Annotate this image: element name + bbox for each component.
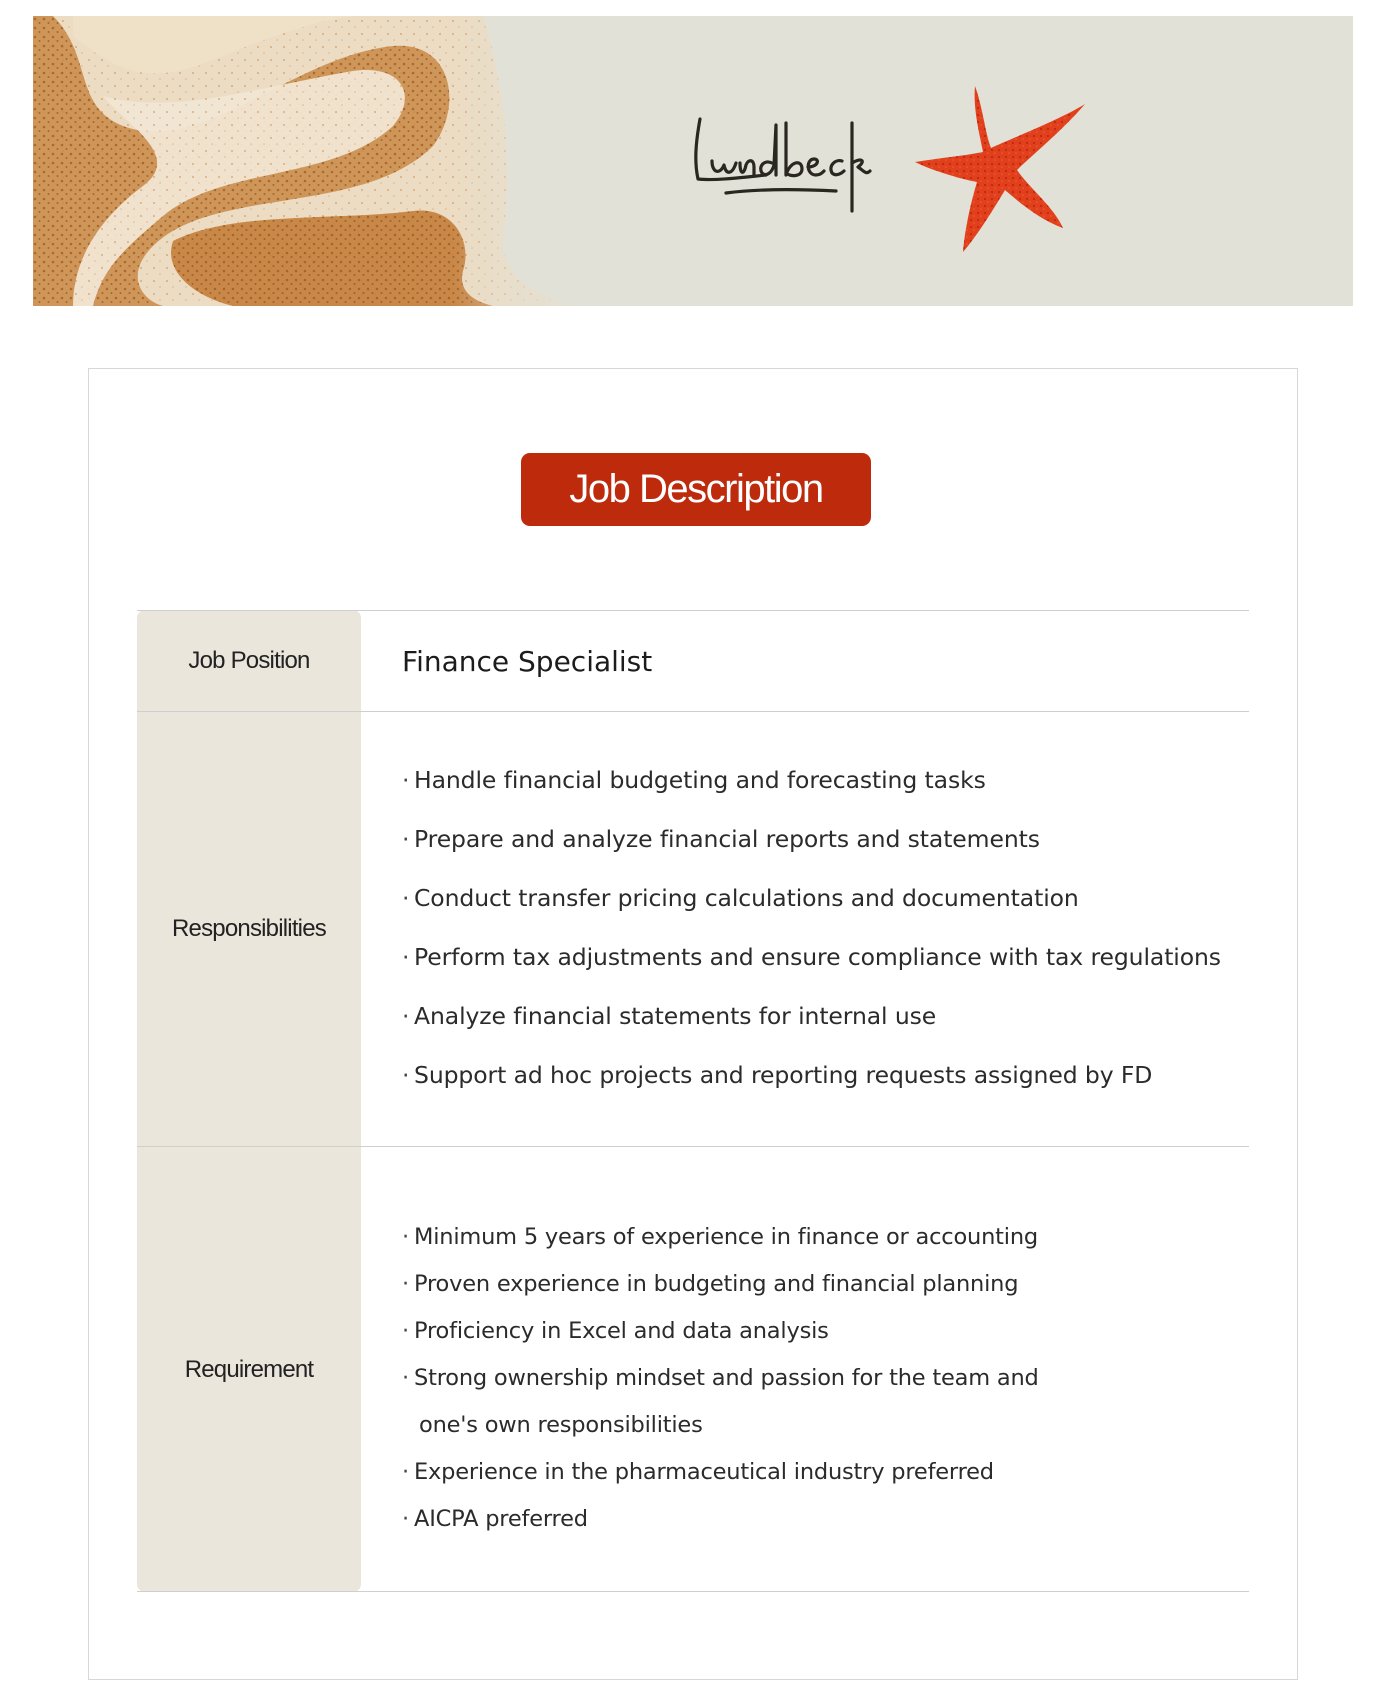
list-item: · Prepare and analyze financial reports and statements: [402, 825, 1040, 853]
list-item: · AICPA preferred: [402, 1506, 588, 1532]
responsibilities-list: [402, 711, 1249, 1105]
job-position-row: [137, 610, 1249, 712]
job-description-title: Job Description: [521, 453, 871, 526]
requirement-row: [137, 1148, 1249, 1592]
brain-tissue-artwork: [33, 16, 593, 306]
list-item: · Perform tax adjustments and ensure compliance with tax regulations: [402, 943, 1221, 971]
job-details-table: [137, 610, 1249, 1592]
requirement-cell: [402, 1148, 1249, 1591]
list-item-continuation: one's own responsibilities: [419, 1412, 703, 1438]
job-position-value: Finance Specialist: [402, 644, 653, 678]
lundbeck-wordmark-logo: [686, 101, 906, 231]
requirement-label: Requirement: [184, 1355, 314, 1383]
header-banner: [33, 16, 1353, 306]
list-item: · Handle financial budgeting and forecasting tasks: [402, 766, 986, 794]
requirement-list: [402, 1148, 1249, 1543]
list-item: · Strong ownership mindset and passion for the team and: [402, 1365, 1039, 1391]
list-item: · Support ad hoc projects and reporting requests assigned by FD: [402, 1061, 1153, 1089]
list-item: · Experience in the pharmaceutical industry preferred: [402, 1459, 994, 1485]
job-position-label: Job Position: [188, 647, 310, 674]
responsibilities-row: [137, 711, 1249, 1147]
list-item: · Minimum 5 years of experience in finance or accounting: [402, 1224, 1038, 1250]
list-item: · Proven experience in budgeting and financial planning: [402, 1271, 1019, 1297]
job-position-cell: [402, 611, 1249, 711]
starfish-icon: [913, 78, 1093, 256]
list-item: · Conduct transfer pricing calculations and documentation: [402, 884, 1079, 912]
job-description-card: [88, 368, 1298, 1680]
responsibilities-label: Responsibilities: [172, 914, 326, 942]
list-item: · Proficiency in Excel and data analysis: [402, 1318, 829, 1344]
responsibilities-cell: [402, 711, 1249, 1146]
list-item: · Analyze financial statements for internal use: [402, 1002, 937, 1030]
